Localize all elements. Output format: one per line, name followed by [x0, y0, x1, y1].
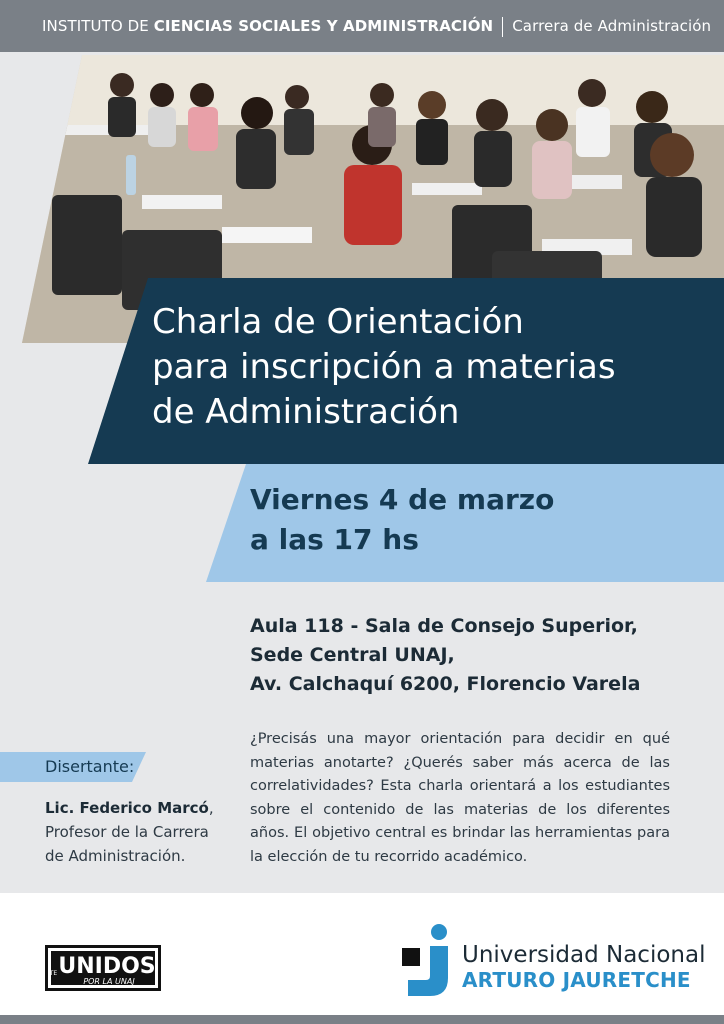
bottom-bar [0, 1015, 724, 1024]
speaker-role-line-1: Profesor de la Carrera [45, 823, 209, 841]
title-line-3: de Administración [152, 392, 460, 432]
date-line-1: Viernes 4 de marzo [250, 483, 555, 516]
unidos-small-text: ITE [48, 970, 58, 977]
header-career: Carrera de Administración [512, 17, 712, 35]
title-line-2: para inscripción a materias [152, 347, 616, 387]
date-line-2: a las 17 hs [250, 523, 419, 556]
event-description: ¿Precisás una mayor orientación para decidir en qué materias anotarte? ¿Querés saber más acerca de las correlatividades? Esta charla orientará a los estudiantes sobre el contenido de las materias de los diferentes años. El objetivo central es brindar las herramientas para la elección de tu recorrido académico. [250, 731, 670, 865]
event-title [152, 300, 712, 435]
header-separator [502, 17, 503, 37]
speaker-info: Lic. Federico Marcó, Profesor de la Carrera de Administración. [45, 796, 214, 868]
header-bar [0, 0, 724, 52]
university-name: Universidad Nacional [462, 942, 706, 968]
header-prefix: INSTITUTO DE [42, 17, 154, 35]
speaker-label: Disertante: [45, 757, 135, 776]
unidos-logo [45, 945, 161, 991]
title-line-1: Charla de Orientación [152, 302, 524, 342]
unidos-sub-text: POR LA UNAJ [83, 977, 135, 986]
venue-line-3: Av. Calchaquí 6200, Florencio Varela [250, 673, 641, 695]
header-institute: CIENCIAS SOCIALES Y ADMINISTRACIÓN [153, 17, 494, 35]
event-venue [250, 612, 640, 699]
university-subname: ARTURO JAURETCHE [462, 968, 691, 992]
unidos-text: UNIDOS [58, 954, 156, 979]
unaj-logo-icon [402, 920, 462, 1000]
speaker-name: Lic. Federico Marcó [45, 799, 209, 817]
venue-line-2: Sede Central UNAJ, [250, 644, 455, 666]
speaker-role-line-2: de Administración. [45, 847, 186, 865]
venue-line-1: Aula 118 - Sala de Consejo Superior, [250, 615, 638, 637]
event-date [250, 480, 554, 560]
